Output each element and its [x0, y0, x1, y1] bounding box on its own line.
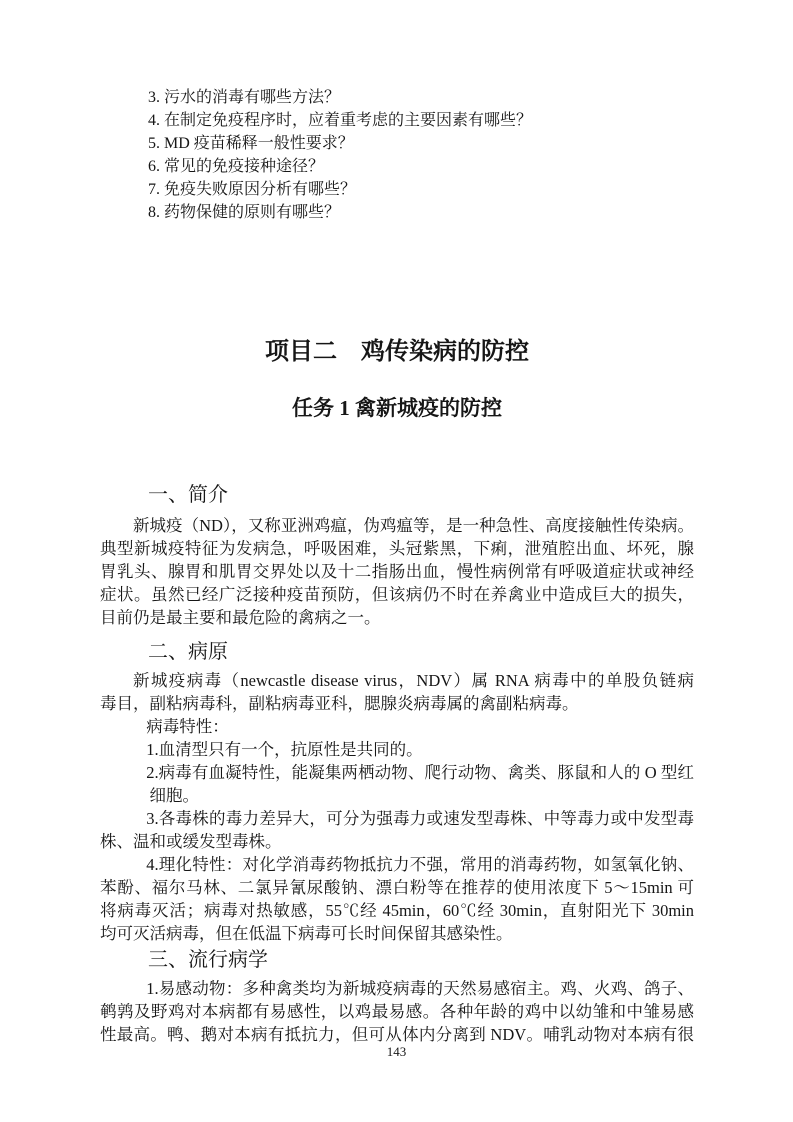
question-list — [148, 86, 708, 224]
text-line: 2.病毒有血凝特性，能凝集两栖动物、爬行动物、禽类、豚鼠和人的 O 型红 — [146, 763, 694, 782]
question-item: 8. 药物保健的原则有哪些？ — [148, 204, 341, 221]
text-line: 苯酚、福尔马林、二氯异氰尿酸钠、漂白粉等在推荐的使用浓度下 5～15min 可 — [100, 878, 694, 897]
text-line: 症状。虽然已经广泛接种疫苗预防，但该病仍不时在养禽业中造成巨大的损失， — [100, 585, 694, 604]
text-line: 新城疫（ND），又称亚洲鸡瘟，伪鸡瘟等，是一种急性、高度接触性传染病。 — [133, 516, 694, 535]
text-line: 株、温和或缓发型毒株。 — [100, 832, 282, 851]
text-line: 细胞。 — [149, 786, 199, 805]
question-item: 6. 常见的免疫接种途径？ — [148, 158, 325, 175]
section-heading: 一、简介 — [148, 484, 228, 506]
text-line: 均可灭活病毒，但在低温下病毒可长时间保留其感染性。 — [100, 924, 513, 943]
text-line: 1.易感动物：多种禽类均为新城疫病毒的天然易感宿主。鸡、火鸡、鸽子、 — [146, 979, 694, 998]
text-line: 病毒特性： — [146, 717, 229, 736]
text-line: 新城疫病毒（newcastle disease virus，NDV）属 RNA 病毒中的单股负链病 — [133, 671, 694, 690]
text-line: 性最高。鸭、鹅对本病有抵抗力，但可从体内分离到 NDV。哺乳动物对本病有很 — [100, 1025, 694, 1044]
text-line: 胃乳头、腺胃和肌胃交界处以及十二指肠出血，慢性病例常有呼吸道症状或神经 — [100, 562, 694, 581]
text-line: 将病毒灭活；病毒对热敏感，55℃经 45min，60℃经 30min，直射阳光下 30min — [100, 901, 694, 920]
page-number: 143 — [386, 1044, 407, 1059]
section-heading: 二、病原 — [148, 641, 228, 663]
text-line: 3.各毒株的毒力差异大，可分为强毒力或速发型毒株、中等毒力或中发型毒 — [146, 809, 694, 828]
text-line: 1.血清型只有一个，抗原性是共同的。 — [146, 740, 423, 759]
task-title: 任务 1 禽新城疫的防控 — [292, 396, 502, 420]
chapter-title: 项目二 鸡传染病的防控 — [265, 339, 529, 365]
text-line: 4.理化特性：对化学消毒药物抵抗力不强，常用的消毒药物，如氢氧化钠、 — [146, 855, 694, 874]
question-item: 3. 污水的消毒有哪些方法？ — [148, 89, 341, 106]
question-item: 5. MD 疫苗稀释一般性要求？ — [148, 135, 354, 152]
text-line: 毒目，副粘病毒科，副粘病毒亚科，腮腺炎病毒属的禽副粘病毒。 — [100, 694, 579, 713]
section-heading: 三、流行病学 — [148, 949, 268, 971]
body-content — [100, 478, 694, 1046]
question-item: 7. 免疫失败原因分析有哪些？ — [148, 181, 357, 198]
text-line: 鹌鹑及野鸡对本病都有易感性，以鸡最易感。各种年龄的鸡中以幼雏和中雏易感 — [100, 1002, 694, 1021]
text-line: 目前仍是最主要和最危险的禽病之一。 — [100, 608, 381, 627]
text-line: 典型新城疫特征为发病急，呼吸困难，头冠紫黑，下痢，泄殖腔出血、坏死，腺 — [100, 539, 694, 558]
question-item: 4. 在制定免疫程序时，应着重考虑的主要因素有哪些？ — [148, 112, 533, 129]
